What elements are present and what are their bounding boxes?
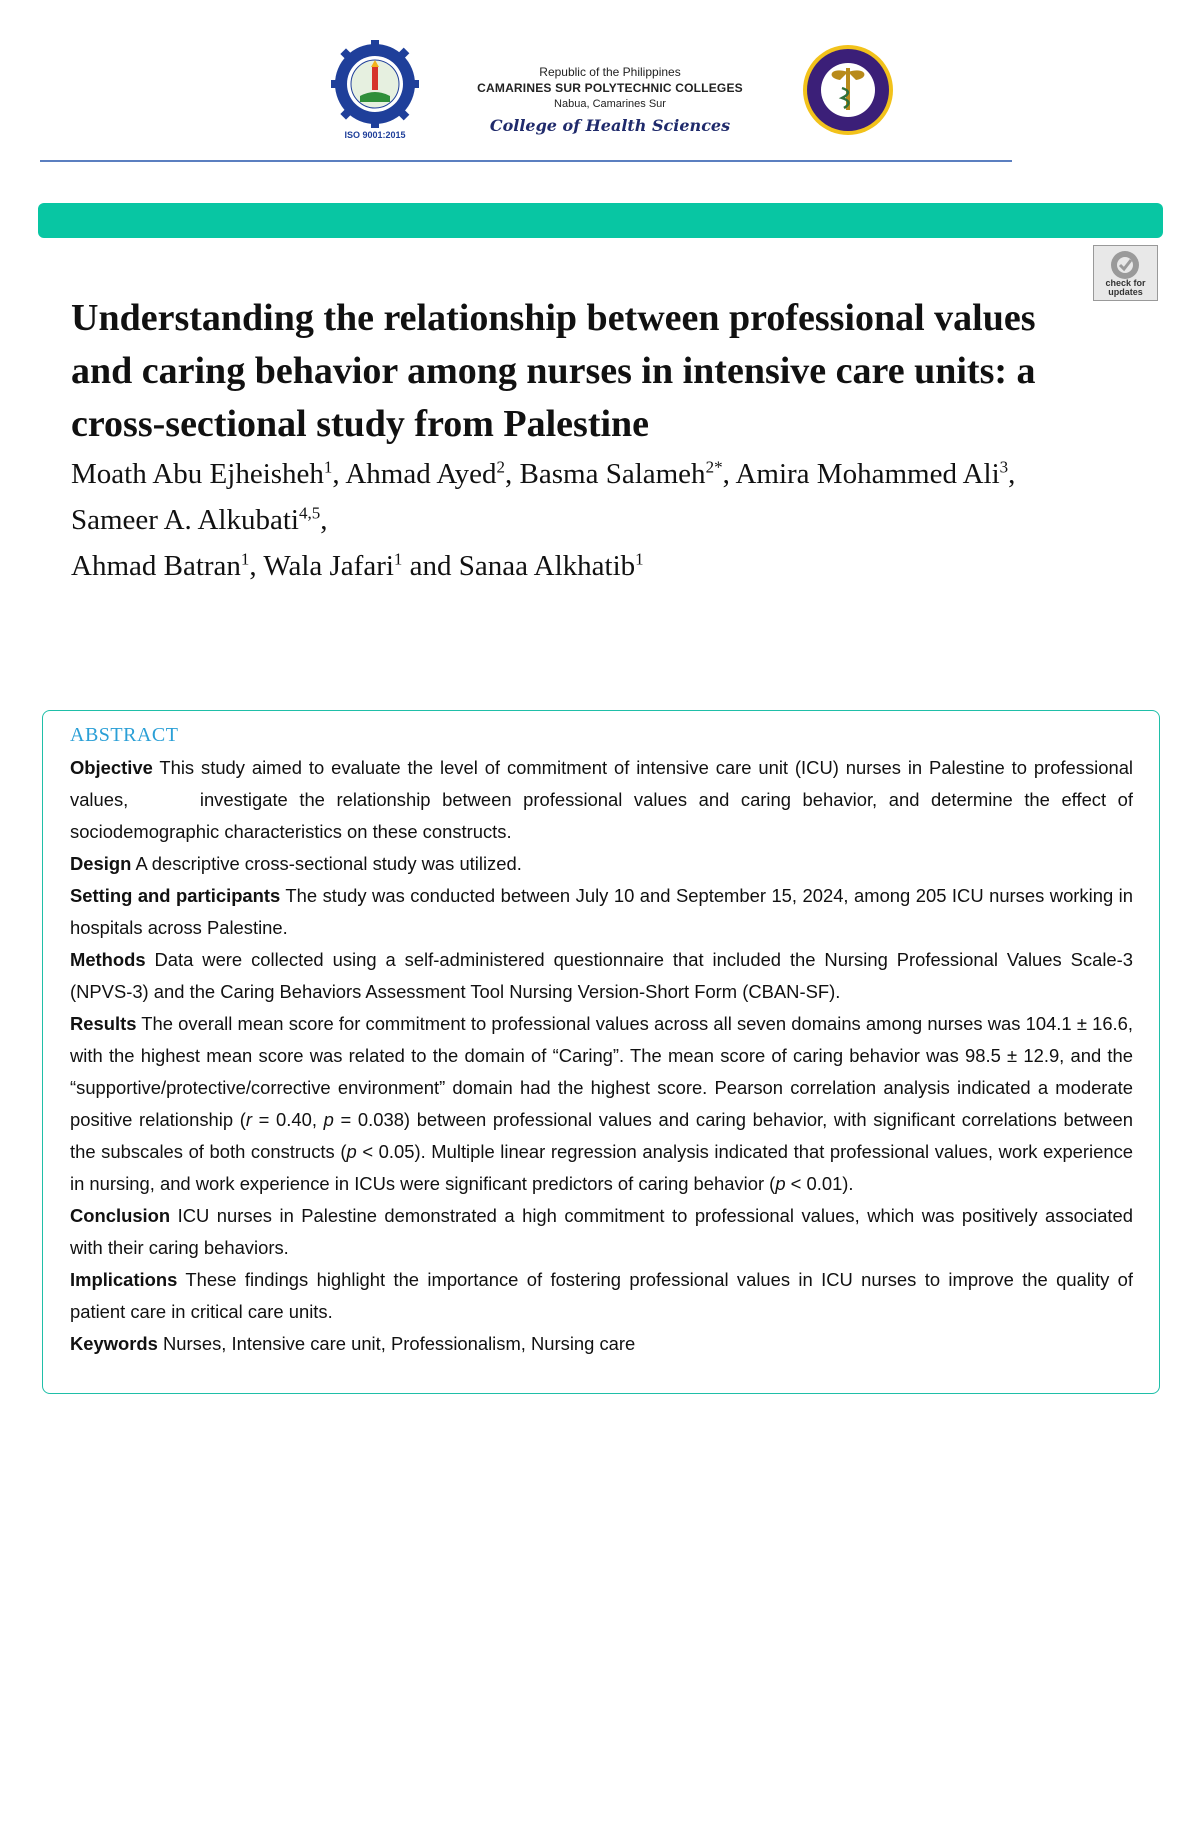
implications-label: Implications (70, 1269, 178, 1290)
results-label: Results (70, 1013, 137, 1034)
objective-label: Objective (70, 757, 153, 778)
r-symbol: r (245, 1109, 252, 1130)
health-sciences-seal-logo (802, 44, 894, 136)
svg-text:ISO 9001:2015: ISO 9001:2015 (344, 130, 406, 140)
abstract-conclusion (70, 1200, 1133, 1264)
author-affiliation: 3 (999, 457, 1009, 477)
setting-text: The study was conducted between July 10 and September 15, 2024, among 205 ICU nurses working in hospitals across Palestine. (70, 885, 1133, 938)
abstract-results (70, 1008, 1133, 1200)
p-symbol: p (775, 1173, 786, 1194)
author-name: Basma Salameh (519, 458, 706, 490)
author-affiliation: 2 (496, 457, 506, 477)
design-text: A descriptive cross-sectional study was utilized. (135, 853, 522, 874)
article-title: Understanding the relationship between professional values and caring behavior among nurses in intensive care units: a cross-sectional study from Palestine (71, 297, 1036, 445)
author-affiliation: 2* (705, 457, 723, 477)
author-affiliation: 1 (635, 549, 644, 569)
methods-text: Data were collected using a self-administered questionnaire that included the Nursing Professional Values Scale-3 (NPVS-3) and the Caring Behaviors Assessment Tool Nursing Version-Short Form (CBAN-SF). (70, 949, 1133, 1002)
methods-label: Methods (70, 949, 146, 970)
author-affiliation: 1 (240, 549, 250, 569)
page-header (0, 0, 1200, 165)
objective-text-b: investigate the relationship between professional values and caring behavior, and determine the effect of sociodemographic characteristics on these constructs. (70, 789, 1133, 842)
abstract-keywords (70, 1328, 1133, 1360)
setting-label: Setting and participants (70, 885, 281, 906)
implications-text: These findings highlight the importance of fostering professional values in ICU nurses to improve the quality of patient care in critical care units. (70, 1269, 1133, 1322)
abstract-setting (70, 880, 1133, 944)
author-affiliation: 4,5 (298, 503, 321, 523)
author-name: Ahmad Batran (71, 550, 241, 582)
institution-block (430, 64, 790, 135)
results-text-4: < 0.05). Multiple linear regression analysis indicated that professional values, work experience in nursing, and work experience in ICUs were significant predictors of caring behavior ( (70, 1141, 1133, 1194)
conclusion-label: Conclusion (70, 1205, 171, 1226)
design-label: Design (70, 853, 132, 874)
abstract-box (42, 710, 1160, 1394)
results-text-3: = 0.038) between professional values and caring behavior, with significant correlations between the subscales of both constructs ( (70, 1109, 1133, 1162)
republic-line: Republic of the Philippines (539, 65, 681, 79)
p-symbol: p (323, 1109, 334, 1130)
author-name: Ahmad Ayed (345, 458, 497, 490)
college-name: CAMARINES SUR POLYTECHNIC COLLEGES (477, 81, 743, 95)
results-text-2: = 0.40, (251, 1109, 324, 1130)
abstract-methods (70, 944, 1133, 1008)
objective-text-a: This study aimed to evaluate the level of commitment of intensive care unit (ICU) nurses in Palestine to professional values, (70, 757, 1134, 810)
author-list: Moath Abu Ejheisheh$^1$, Ahmad Ayed$^2$, Basma Salameh$^{2*}$, Amira Mohammed Ali$^3$, Sameer A. Alkubati$^{4,5}$, Ahmad Batran$^1$, Wala Jafari$^1$ and Sanaa Alkhatib$^1$ (71, 457, 1016, 582)
author-affiliation: 1 (323, 457, 333, 477)
results-text-5: < 0.01). (785, 1173, 854, 1194)
crossmark-label: check for updates (1105, 278, 1146, 297)
cspc-seal-logo (330, 40, 420, 142)
results-text-1: The overall mean score for commitment to professional values across all seven domains among nurses was 104.1 ± 16.6, with the highest mean score was related to the domain of “Caring”. The mean score of caring behavior was 98.5 ± 12.9, and the “supportive/protective/corrective environment” domain had the highest score. Pearson correlation analysis indicated a moderate positive relationship ( (70, 1013, 1133, 1130)
author-name: Amira Mohammed Ali (735, 458, 1000, 490)
abstract-implications (70, 1264, 1133, 1328)
teal-banner (38, 203, 1163, 238)
author-name: Wala Jafari (263, 550, 394, 582)
author-affiliation: 1 (393, 549, 403, 569)
check-for-updates-badge[interactable] (1093, 245, 1158, 301)
and-word: and (409, 550, 452, 582)
author-name: Sanaa Alkhatib (458, 550, 636, 582)
author-name: Sameer A. Alkubati (71, 504, 299, 536)
college-location: Nabua, Camarines Sur (554, 98, 666, 110)
abstract-objective (70, 752, 1133, 848)
conclusion-text: ICU nurses in Palestine demonstrated a high commitment to professional values, which was positively associated with their caring behaviors. (70, 1205, 1133, 1258)
p-symbol: p (346, 1141, 357, 1162)
department-name: College of Health Sciences (489, 116, 731, 135)
keywords-label: Keywords (70, 1333, 158, 1354)
abstract-heading: ABSTRACT (70, 724, 179, 746)
keywords-text: Nurses, Intensive care unit, Professionalism, Nursing care (163, 1333, 636, 1354)
author-name: Moath Abu Ejheisheh (71, 458, 324, 490)
header-divider (40, 160, 1012, 162)
abstract-design (70, 848, 1133, 880)
